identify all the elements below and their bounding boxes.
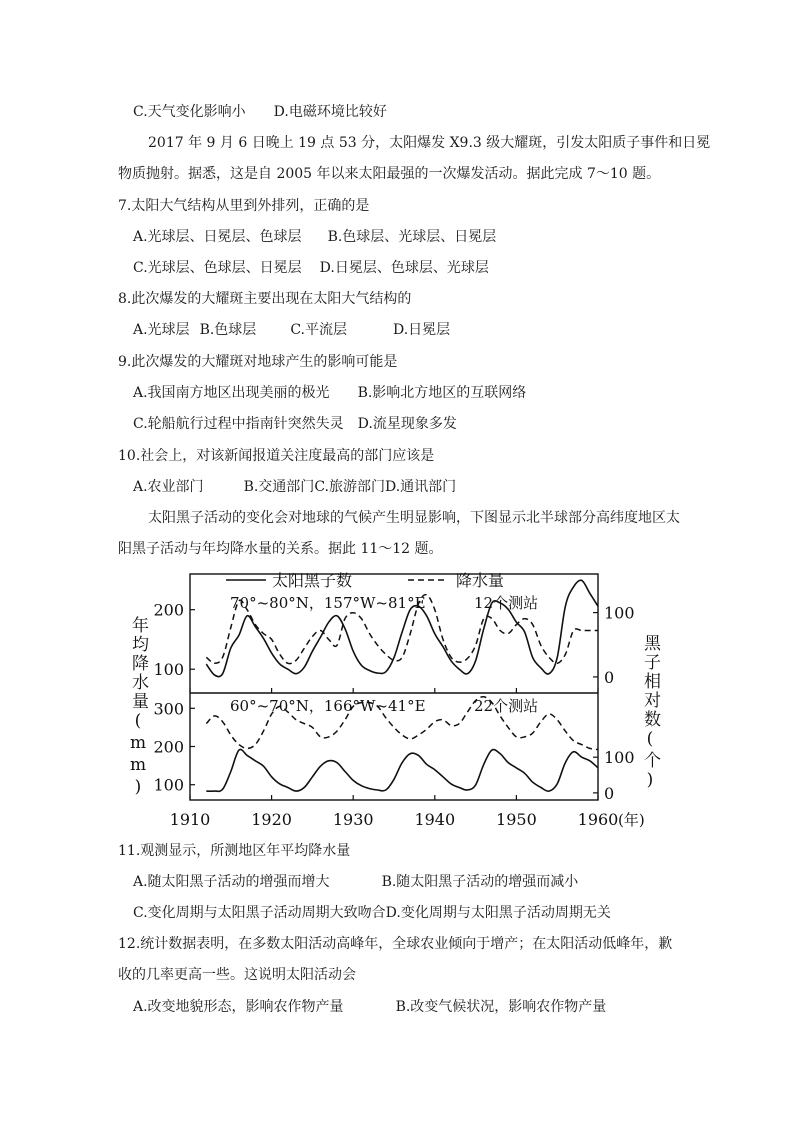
option-b: B.影响北方地区的互联网络 (357, 385, 527, 401)
y-left-tick-label: 100 (153, 775, 184, 795)
x-tick-label: 1950 (496, 810, 537, 829)
option-c: C.平流层 (290, 322, 347, 338)
option-d: D.流星现象多发 (357, 416, 457, 432)
y-axis-left-label: 年均降水量(mm) (128, 616, 148, 799)
option-a: A.光球层 (133, 322, 190, 338)
option-d: D.日冕层、色球层、光球层 (319, 260, 489, 276)
legend-precip-label: 降水量 (456, 571, 505, 590)
y-left-tick-label: 100 (153, 660, 184, 680)
panel2-region-label: 60°~70°N，166°W~41°E (230, 697, 426, 715)
x-tick-label: 1920 (251, 810, 292, 829)
option-c: C.光球层、色球层、日冕层 (133, 260, 302, 276)
question-stem: 7.太阳大气结构从里到外排列，正确的是 (118, 198, 370, 214)
x-tick-label: 1960 (577, 810, 619, 829)
chart-svg (118, 566, 664, 838)
legend-sunspot-label: 太阳黑子数 (272, 571, 353, 590)
y-left-tick-label: 200 (153, 737, 184, 757)
x-tick-label: 1930 (332, 810, 374, 829)
x-axis-unit-label: (年) (618, 811, 645, 829)
y-left-tick-label: 200 (153, 600, 184, 620)
intro-line-2: 阳黑子活动与年均降水量的关系。据此 11～12 题。 (118, 541, 443, 557)
options-row (133, 258, 489, 278)
intro-line-2: 物质抛射。据悉，这是自 2005 年以来太阳最强的一次爆发活动。据此完成 7～10 题。 (118, 166, 661, 182)
option-a: A.光球层、日冕层、色球层 (133, 229, 302, 245)
options-row (133, 872, 578, 892)
y-left-tick-label: 300 (153, 699, 184, 719)
option-c: C.旅游部门 (314, 479, 385, 495)
question-stem: 8.此次爆发的大耀斑主要出现在太阳大气结构的 (118, 291, 412, 307)
options-row (133, 414, 457, 434)
question-stem: 9.此次爆发的大耀斑对地球产生的影响可能是 (118, 354, 398, 370)
q6-option-c: C.天气变化影响小 (133, 104, 246, 120)
option-b: B.随太阳黑子活动的增强而减小 (381, 874, 579, 890)
panel1-stations-label: 12个测站 (474, 594, 539, 612)
option-d: D.通讯部门 (384, 479, 457, 495)
options-row (133, 997, 606, 1017)
question-stem: 10.社会上，对该新闻报道关注度最高的部门应该是 (118, 448, 435, 464)
panel1-region-label: 70°~80°N，157°W~81°E (230, 594, 426, 612)
y-axis-right-label: 黑子相对数(个) (640, 634, 660, 792)
y-right-tick-label: 100 (604, 748, 635, 768)
y-right-tick-label: 0 (604, 783, 615, 803)
panel2-sunspot-line (206, 749, 598, 791)
option-d: D.变化周期与太阳黑子活动周期无关 (385, 905, 611, 921)
option-b: B.交通部门 (243, 479, 315, 495)
option-a: A.农业部门 (133, 479, 204, 495)
options-row (133, 227, 496, 247)
question-6-options (133, 102, 387, 122)
option-d: D.日冕层 (392, 322, 451, 338)
options-row (133, 477, 456, 497)
option-b: B.改变气候状况，影响农作物产量 (395, 999, 607, 1015)
option-a: A.改变地貌形态，影响农作物产量 (133, 999, 344, 1015)
options-row (133, 383, 526, 403)
question-stem: 11.观测显示，所测地区年平均降水量 (118, 843, 351, 859)
y-right-tick-label: 100 (604, 603, 635, 623)
q6-option-d: D.电磁环境比较好 (273, 104, 387, 120)
intro-line-1: 2017 年 9 月 6 日晚上 19 点 53 分，太阳爆发 X9.3 级大耀斑，引发太阳质子事件和日冕 (148, 135, 711, 151)
options-row (133, 320, 450, 340)
intro-line-1: 太阳黑子活动的变化会对地球的气候产生明显影响，下图显示北半球部分高纬度地区太 (148, 510, 680, 526)
x-tick-label: 1940 (414, 810, 456, 829)
question-stem-1: 12.统计数据表明，在多数太阳活动高峰年，全球农业倾向于增产；在太阳活动低峰年，歉 (118, 936, 673, 952)
option-c: C.轮船航行过程中指南针突然失灵 (133, 416, 344, 432)
options-row (133, 903, 611, 923)
panel2-stations-label: 22个测站 (474, 697, 539, 715)
y-right-tick-label: 0 (604, 667, 615, 687)
sunspot-precipitation-chart (118, 566, 664, 838)
option-a: A.随太阳黑子活动的增强而增大 (133, 874, 330, 890)
option-b: B.色球层 (199, 322, 257, 338)
x-tick-label: 1910 (169, 810, 211, 829)
option-a: A.我国南方地区出现美丽的极光 (133, 385, 330, 401)
question-stem-2: 收的几率更高一些。这说明太阳活动会 (118, 967, 356, 983)
option-c: C.变化周期与太阳黑子活动周期大致吻合 (133, 905, 386, 921)
option-b: B.色球层、光球层、日冕层 (327, 229, 497, 245)
